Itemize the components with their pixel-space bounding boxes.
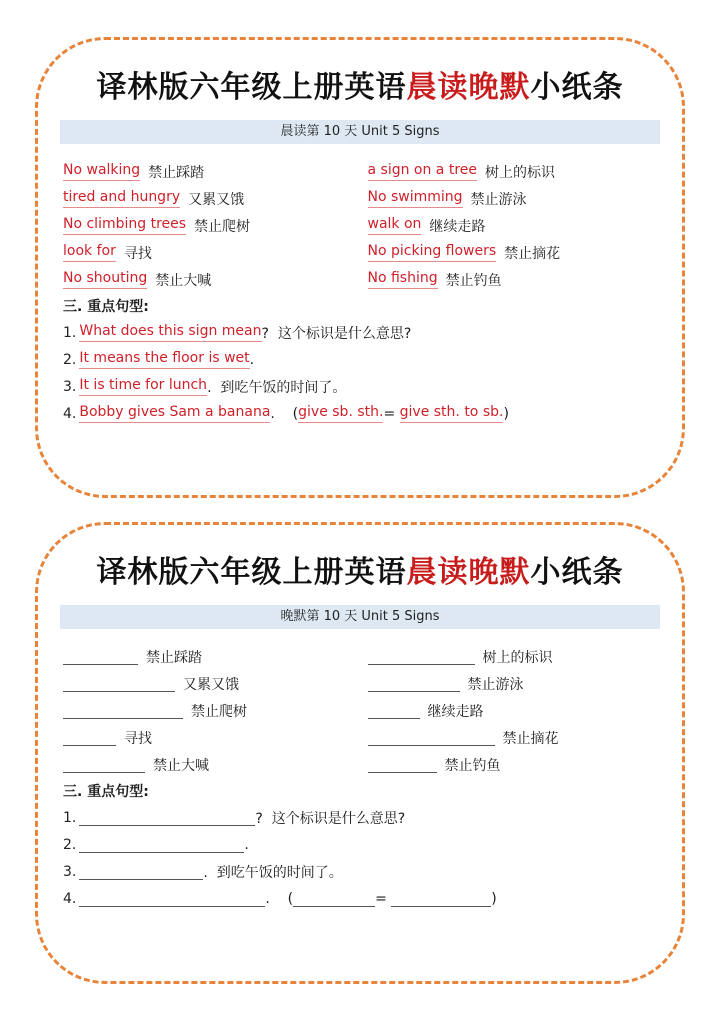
sentence-number: 2. [63, 836, 77, 853]
vocab-item [63, 728, 368, 748]
english-phrase: No fishing [368, 270, 438, 289]
sentence-rest: . 到吃午饭的时间了。 [203, 864, 343, 881]
title-suffix: 小纸条 [530, 555, 624, 590]
chinese-meaning: 又累又饿 [183, 676, 239, 693]
vocab-item [63, 674, 368, 694]
chinese-meaning: 禁止游泳 [470, 191, 527, 208]
title-highlight: 晨读晚默 [406, 70, 531, 105]
sentence-number: 1. [63, 324, 77, 341]
answer-blank[interactable] [63, 675, 175, 692]
vocab-row [63, 670, 672, 697]
english-phrase: No picking flowers [368, 243, 497, 262]
vocab-list [63, 643, 672, 912]
sentence-rest: ? 这个标识是什么意思? [255, 810, 406, 827]
chinese-meaning: 又累又饿 [188, 191, 245, 208]
vocab-item [63, 162, 368, 182]
vocab-row [63, 158, 672, 185]
close-paren: ) [491, 890, 497, 907]
sentence-number: 4. [63, 405, 77, 422]
chinese-meaning: 禁止游泳 [467, 676, 524, 693]
vocab-item [63, 647, 368, 667]
chinese-meaning: 禁止钓鱼 [444, 757, 501, 774]
sentence-rest: . 到吃午饭的时间了。 [207, 379, 347, 396]
chinese-meaning: 禁止爬树 [194, 218, 251, 235]
vocab-row [63, 212, 672, 239]
sentence-number: 2. [63, 351, 77, 368]
sentence-rest: ? 这个标识是什么意思? [261, 325, 412, 342]
chinese-meaning: 禁止摘花 [502, 730, 559, 747]
english-phrase: tired and hungry [63, 189, 180, 208]
title-prefix: 译林版六年级上册英语 [96, 555, 407, 590]
vocab-list [63, 158, 672, 427]
vocab-item [63, 243, 368, 263]
vocab-item [63, 701, 368, 721]
english-sentence: What does this sign mean [79, 323, 261, 342]
vocab-item [368, 647, 673, 667]
chinese-meaning: 寻找 [124, 730, 152, 747]
sentence-row [63, 804, 672, 831]
english-sentence: It means the floor is wet [79, 350, 249, 369]
page-title [38, 547, 682, 591]
sentence-rest: . ( [270, 405, 299, 422]
sentence-row [63, 400, 672, 427]
section-heading: 三. 重点句型: [63, 299, 149, 315]
english-phrase: look for [63, 243, 116, 262]
chinese-meaning: 禁止钓鱼 [445, 272, 502, 289]
page-title [38, 62, 682, 106]
sentence-row [63, 319, 672, 346]
chinese-meaning: 继续走路 [427, 703, 484, 720]
vocab-row [63, 751, 672, 778]
vocab-item [63, 216, 368, 236]
section-band: 晚默第 10 天 Unit 5 Signs [60, 605, 660, 629]
answer-blank[interactable] [79, 809, 255, 826]
english-phrase: a sign on a tree [368, 162, 478, 181]
chinese-meaning: 继续走路 [429, 218, 486, 235]
chinese-meaning: 树上的标识 [482, 649, 553, 666]
title-prefix: 译林版六年级上册英语 [96, 70, 407, 105]
vocab-row [63, 724, 672, 751]
close-paren: ) [503, 405, 509, 422]
answer-blank[interactable] [368, 675, 460, 692]
chinese-meaning: 禁止摘花 [504, 245, 561, 262]
title-highlight: 晨读晚默 [406, 555, 531, 590]
answer-blank[interactable] [79, 863, 203, 880]
morning-card [35, 37, 685, 498]
section-band: 晨读第 10 天 Unit 5 Signs [60, 120, 660, 144]
section-heading: 三. 重点句型: [63, 784, 149, 800]
vocab-item [63, 755, 368, 775]
answer-blank[interactable] [63, 648, 138, 665]
equals-sign: = [375, 890, 392, 907]
english-phrase: give sth. to sb. [400, 404, 504, 423]
sentence-rest: . ( [265, 890, 294, 907]
vocab-item [63, 270, 368, 290]
chinese-meaning: 禁止大喊 [153, 757, 209, 774]
sentence-row [63, 858, 672, 885]
vocab-row [63, 239, 672, 266]
vocab-item [368, 189, 673, 209]
equals-sign: = [383, 405, 400, 422]
sentence-rest: . [249, 351, 255, 368]
sentence-number: 3. [63, 378, 77, 395]
sentence-row [63, 346, 672, 373]
answer-blank[interactable] [368, 729, 495, 746]
answer-blank[interactable] [391, 890, 491, 907]
answer-blank[interactable] [368, 702, 420, 719]
english-sentence: Bobby gives Sam a banana [79, 404, 270, 423]
english-phrase: walk on [368, 216, 422, 235]
vocab-row [63, 643, 672, 670]
sentence-row [63, 831, 672, 858]
english-phrase: No shouting [63, 270, 147, 289]
vocab-item [368, 162, 673, 182]
vocab-row [63, 266, 672, 293]
english-phrase: give sb. sth. [298, 404, 383, 423]
chinese-meaning: 寻找 [123, 245, 152, 262]
title-suffix: 小纸条 [530, 70, 624, 105]
english-sentence: It is time for lunch [79, 377, 207, 396]
chinese-meaning: 禁止踩踏 [146, 649, 202, 666]
chinese-meaning: 树上的标识 [485, 164, 556, 181]
chinese-meaning: 禁止爬树 [191, 703, 247, 720]
answer-blank[interactable] [79, 836, 244, 853]
sentence-number: 4. [63, 890, 77, 907]
sentence-row [63, 373, 672, 400]
chinese-meaning: 禁止踩踏 [148, 164, 205, 181]
vocab-item [368, 701, 673, 721]
vocab-row [63, 185, 672, 212]
answer-blank[interactable] [293, 890, 375, 907]
answer-blank[interactable] [63, 756, 145, 773]
english-phrase: No swimming [368, 189, 463, 208]
sentence-rest: . [244, 836, 249, 853]
vocab-item [368, 674, 673, 694]
english-phrase: No walking [63, 162, 140, 181]
answer-blank[interactable] [368, 648, 475, 665]
chinese-meaning: 禁止大喊 [155, 272, 212, 289]
english-phrase: No climbing trees [63, 216, 186, 235]
answer-blank[interactable] [63, 729, 116, 746]
answer-blank[interactable] [63, 702, 183, 719]
vocab-row [63, 697, 672, 724]
vocab-item [63, 189, 368, 209]
vocab-item [368, 755, 673, 775]
vocab-item [368, 728, 673, 748]
vocab-item [368, 243, 673, 263]
answer-blank[interactable] [368, 756, 437, 773]
evening-card [35, 522, 685, 984]
vocab-item [368, 270, 673, 290]
answer-blank[interactable] [79, 890, 265, 907]
sentence-row [63, 885, 672, 912]
sentence-number: 3. [63, 863, 77, 880]
vocab-item [368, 216, 673, 236]
sentence-number: 1. [63, 809, 77, 826]
